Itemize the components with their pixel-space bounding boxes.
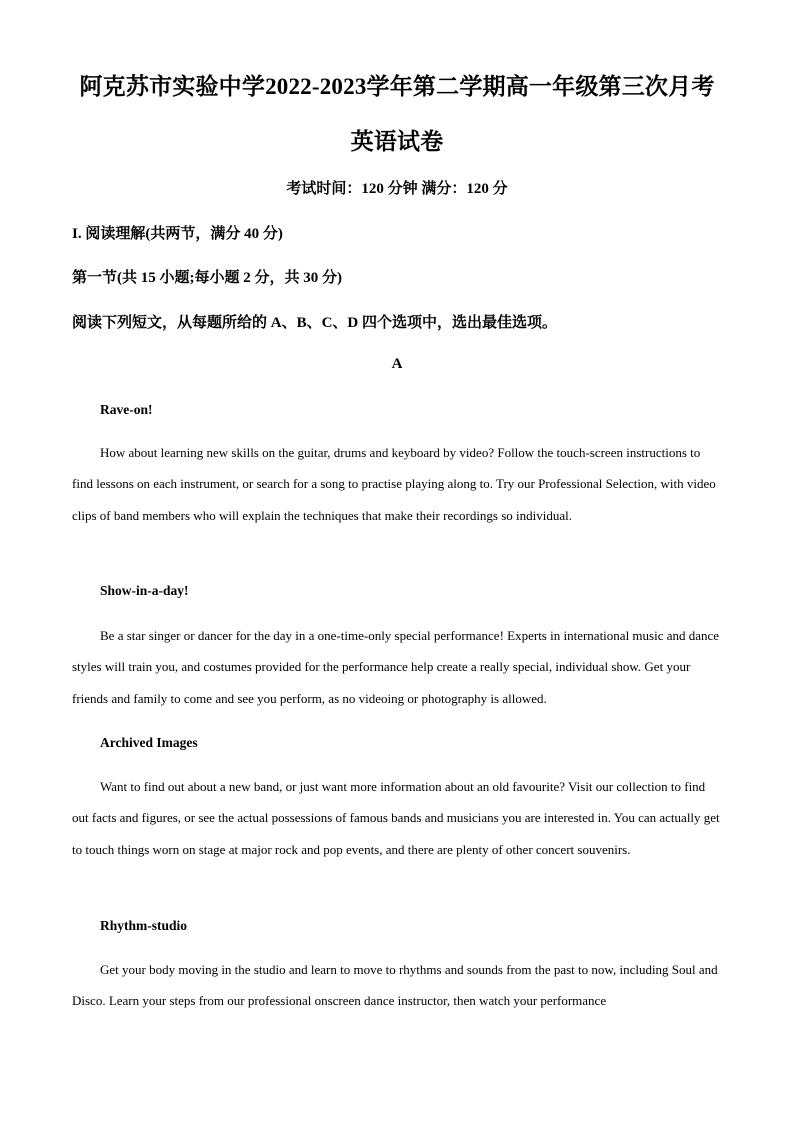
instructions: 阅读下列短文，从每题所给的 A、B、C、D 四个选项中，选出最佳选项。	[72, 315, 558, 331]
exam-title: 阿克苏市实验中学2022-2023学年第二学期高一年级第三次月考	[79, 74, 715, 99]
passage-paragraph: Get your body moving in the studio and learn to move to rhythms and sounds from the past to now, including Soul and Disco. Learn your steps from our professional onscreen dance instructor, then watch your performance	[72, 962, 718, 1009]
exam-info: 考试时间：120 分钟 满分：120 分	[286, 181, 508, 197]
passage-paragraph: Want to find out about a new band, or just want more information about an old favourite? Visit our collection to find out facts and figures, or see the actual possessions of famous bands and musicians you are interested in. You can actually get to touch things worn on stage at major rock and pop events, and there are plenty of other concert souvenirs.	[72, 779, 720, 857]
passage-label: A	[391, 356, 403, 372]
subsection-title: 第一节(共 15 小题;每小题 2 分，共 30 分)	[72, 270, 342, 286]
passage-heading: Rhythm-studio	[100, 918, 188, 933]
passage-heading: Show-in-a-day!	[100, 583, 189, 598]
passage-heading: Archived Images	[100, 735, 198, 750]
passage-paragraph: Be a star singer or dancer for the day in a one-time-only special performance! Experts in international music and dance styles will train you, and costumes provided for the performance help create a really special, individual show. Get your friends and family to come and see you perform, as no videoing or photography is allowed.	[72, 628, 720, 706]
passage-heading: Rave-on!	[100, 402, 153, 417]
passage-paragraph: How about learning new skills on the guitar, drums and keyboard by video? Follow the touch-screen instructions to find lessons on each instrument, or search for a song to practise playing along to. Try our Professional Selection, with video clips of band members who will explain the techniques that make their recordings so individual.	[72, 445, 716, 523]
exam-subtitle: 英语试卷	[350, 129, 444, 154]
part-title: I. 阅读理解(共两节，满分 40 分)	[72, 226, 283, 242]
